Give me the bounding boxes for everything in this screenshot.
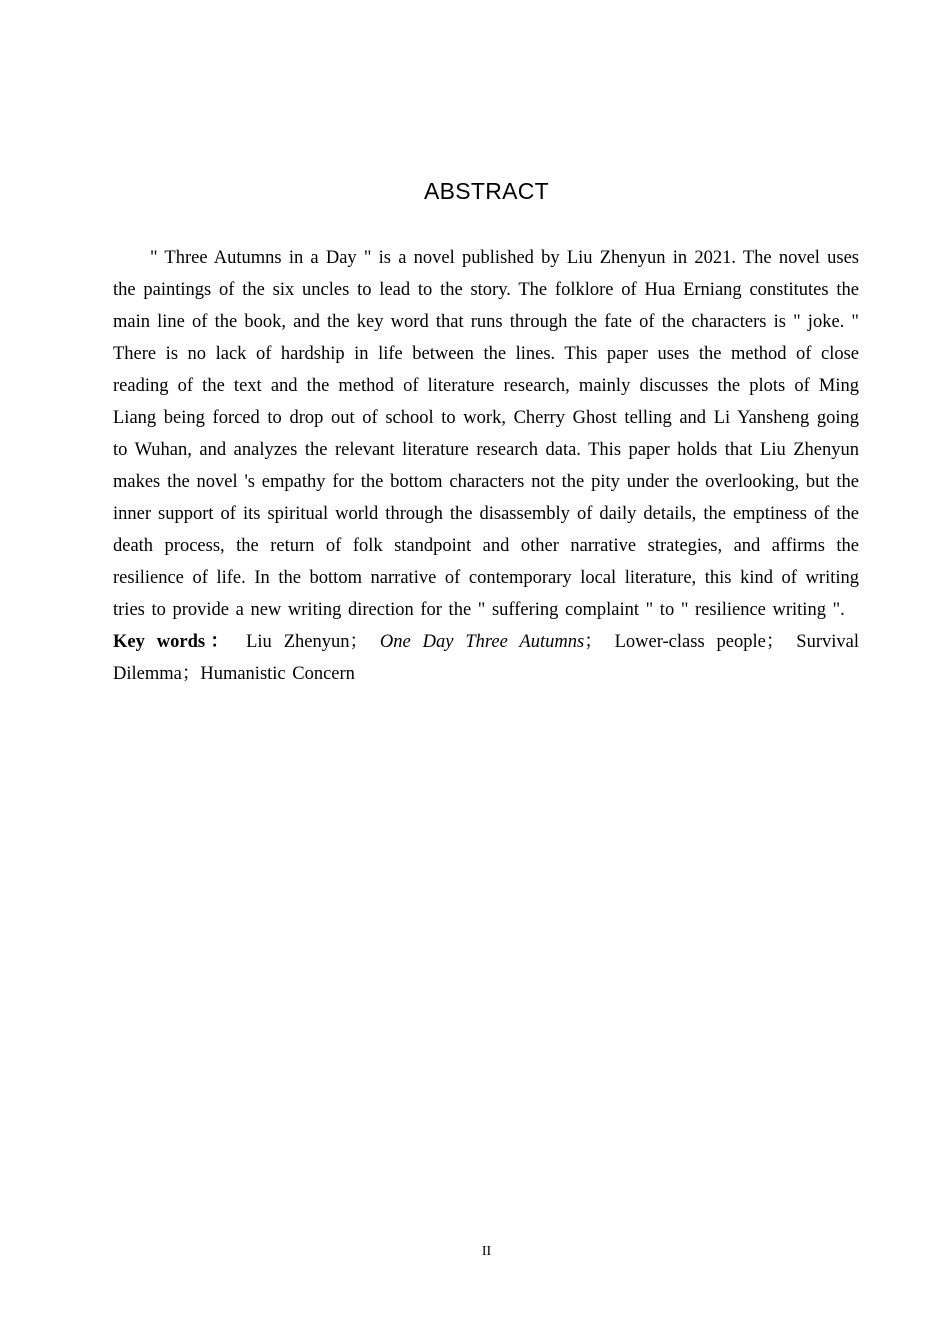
abstract-body	[113, 242, 859, 690]
abstract-paragraph: " Three Autumns in a Day " is a novel published by Liu Zhenyun in 2021. The novel uses the paintings of the six uncles to lead to the story. The folklore of Hua Erniang constitutes the main line of the book, and the key word that runs through the fate of the characters is " joke. " There is no lack of hardship in life between the lines. This paper uses the method of close reading of the text and the method of literature research, mainly discusses the plots of Ming Liang being forced to drop out of school to work, Cherry Ghost telling and Li Yansheng going to Wuhan, and analyzes the relevant literature research data. This paper holds that Liu Zhenyun makes the novel 's empathy for the bottom characters not the pity under the overlooking, but the inner support of its spiritual world through the disassembly of daily details, the emptiness of the death process, the return of folk standpoint and other narrative strategies, and affirms the resilience of life. In the bottom narrative of contemporary local literature, this kind of writing tries to provide a new writing direction for the " suffering complaint " to " resilience writing ".	[113, 248, 859, 620]
keyword-title: One Day Three Autumns	[379, 632, 585, 652]
keywords-label: Key words：	[113, 632, 235, 652]
keyword-dilemma-concern: Survival Dilemma；Humanistic Concern	[113, 632, 859, 684]
keyword-lower-class: ； Lower-class people；	[584, 632, 785, 652]
keywords-line	[113, 626, 859, 690]
page-number: II	[481, 1244, 492, 1259]
abstract-heading: ABSTRACT	[423, 178, 550, 204]
keyword-author: Liu Zhenyun；	[246, 632, 368, 652]
